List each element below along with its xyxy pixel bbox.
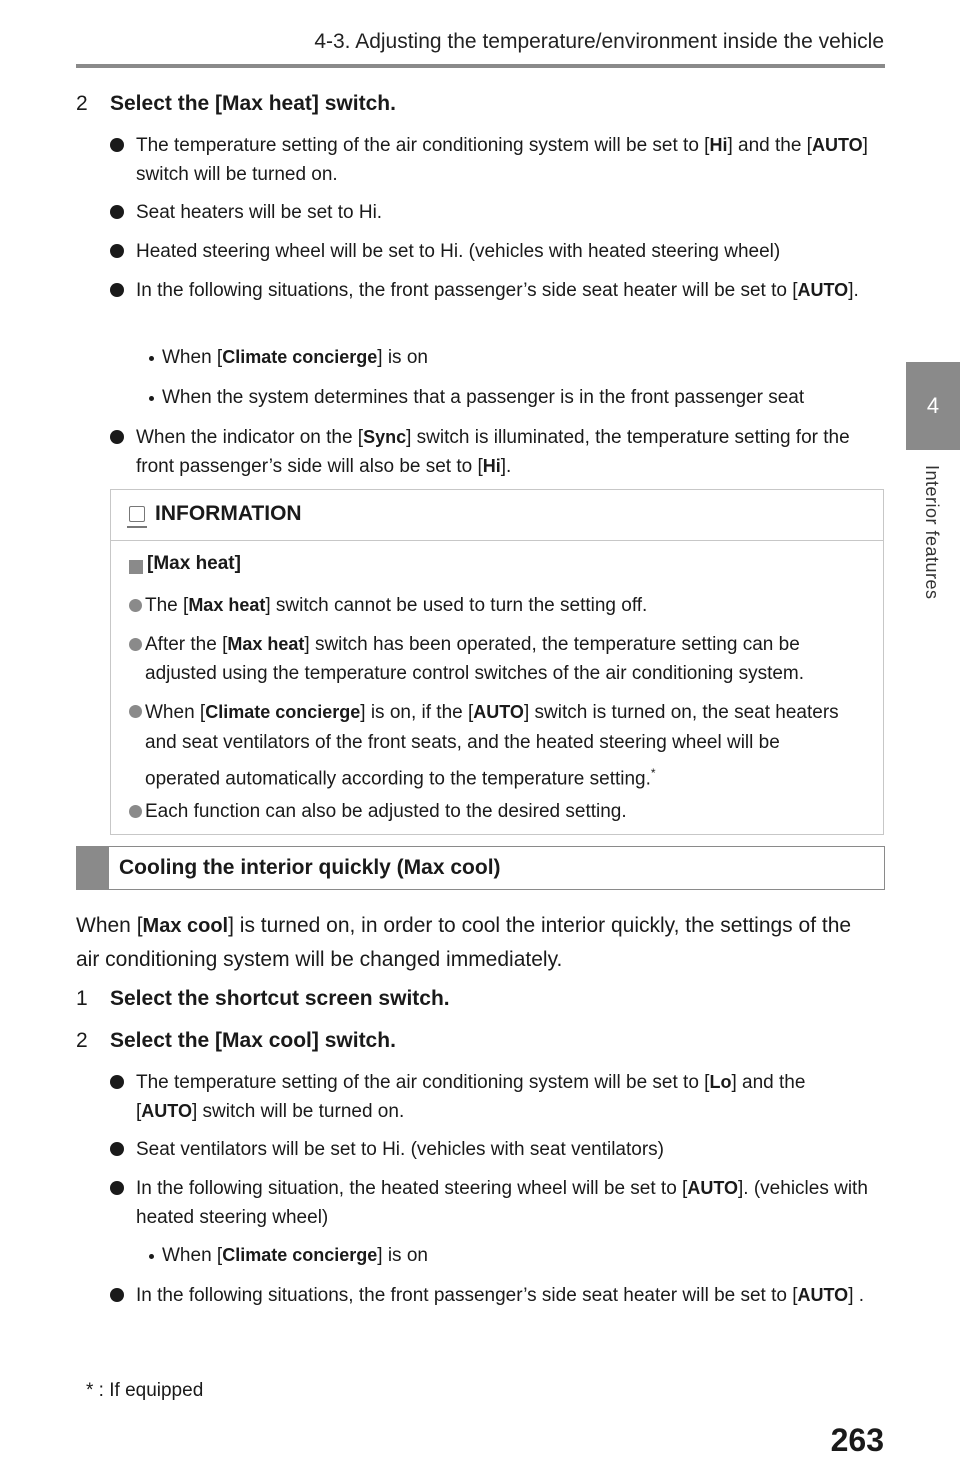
- bullet-max-heat-1: The temperature setting of the air conditioning system will be set to [Hi] and the [AUTO] switch will be turned on.: [110, 131, 870, 189]
- information-subtitle: [Max heat]: [147, 553, 241, 574]
- bullet-max-cool-4: In the following situations, the front passenger’s side seat heater will be set to [AUTO] .: [110, 1281, 870, 1310]
- sub-bullet-climate-concierge-cool: When [Climate concierge] is on: [162, 1241, 428, 1270]
- header-rule: [76, 64, 885, 68]
- bullet-max-heat-5: When the indicator on the [Sync] switch is illuminated, the temperature setting for the front passenger’s side will also be set to [Hi].: [110, 423, 870, 481]
- chapter-tab-label: Interior features: [922, 465, 942, 600]
- information-box: [110, 489, 884, 835]
- step-shortcut-screen: [76, 987, 450, 1011]
- step-number: 2: [76, 1029, 88, 1052]
- step-number: 2: [76, 92, 88, 115]
- information-header: [111, 490, 883, 541]
- step-label: Select the shortcut screen switch.: [110, 987, 450, 1010]
- bullet-max-heat-3: Heated steering wheel will be set to Hi. (vehicles with heated steering wheel): [110, 237, 870, 266]
- bullet-dot: [129, 705, 142, 718]
- max-cool-intro: When [Max cool] is turned on, in order to cool the interior quickly, the settings of the air conditioning system will be changed immediately.: [76, 914, 852, 971]
- section-marker: [77, 847, 109, 889]
- info-bullet-1: The [Max heat] switch cannot be used to turn the setting off.: [129, 591, 849, 620]
- bullet-dot: [110, 1181, 124, 1195]
- chapter-tab: 4: [906, 362, 960, 450]
- bullet-dot: [129, 805, 142, 818]
- bullet-dot: [110, 205, 124, 219]
- bullet-dot: [110, 1142, 124, 1156]
- step-max-heat: [76, 92, 396, 116]
- step-label: Select the [Max heat] switch.: [110, 92, 396, 115]
- page-header-title: 4-3. Adjusting the temperature/environment inside the vehicle: [314, 30, 884, 53]
- bullet-max-cool-1: The temperature setting of the air conditioning system will be set to [Lo] and the [AUTO] switch will be turned on.: [110, 1068, 870, 1126]
- step-label: Select the [Max cool] switch.: [110, 1029, 396, 1052]
- info-bullet-4: Each function can also be adjusted to the desired setting.: [129, 797, 849, 826]
- bullet-max-heat-2: Seat heaters will be set to Hi.: [110, 198, 870, 227]
- sub-bullet-passenger-detected: When the system determines that a passenger is in the front passenger seat: [162, 383, 804, 412]
- section-heading-max-cool: [76, 846, 885, 890]
- information-title: INFORMATION: [155, 502, 302, 525]
- bullet-dot: [110, 430, 124, 444]
- bullet-dot: [129, 638, 142, 651]
- footnote: * : If equipped: [86, 1380, 204, 1401]
- bullet-max-cool-2: Seat ventilators will be set to Hi. (vehicles with seat ventilators): [110, 1135, 870, 1164]
- bullet-dot: [110, 244, 124, 258]
- page-number: 263: [830, 1422, 884, 1458]
- bullet-dot: [110, 1288, 124, 1302]
- information-icon: [129, 506, 145, 522]
- info-bullet-3: When [Climate concierge] is on, if the [AUTO] switch is turned on, the seat heaters and seat ventilators of the front seats, and the heated steering wheel will be operated automatically according to the temperature setting.*: [129, 697, 849, 794]
- sub-bullet-climate-concierge: When [Climate concierge] is on: [162, 343, 428, 372]
- bullet-dot: [129, 599, 142, 612]
- bullet-max-heat-4: In the following situations, the front passenger’s side seat heater will be set to [AUTO].: [110, 276, 870, 305]
- bullet-dot: [110, 138, 124, 152]
- bullet-max-cool-3: In the following situation, the heated steering wheel will be set to [AUTO]. (vehicles with heated steering wheel): [110, 1174, 870, 1232]
- bullet-dot: [110, 283, 124, 297]
- section-title: Cooling the interior quickly (Max cool): [119, 856, 501, 879]
- square-bullet-icon: [129, 560, 143, 574]
- step-max-cool: [76, 1029, 396, 1053]
- bullet-dot: [110, 1075, 124, 1089]
- footnote-marker: *: [650, 766, 656, 780]
- step-number: 1: [76, 987, 88, 1010]
- info-bullet-2: After the [Max heat] switch has been operated, the temperature setting can be adjusted using the temperature control switches of the air conditioning system.: [129, 630, 849, 688]
